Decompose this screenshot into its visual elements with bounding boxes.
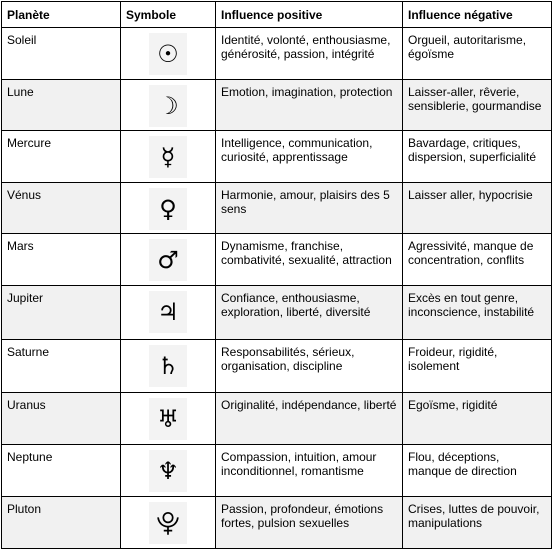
table-row <box>2 393 552 445</box>
mercury-symbol-icon: ☿ <box>149 136 187 178</box>
positive-influence: Confiance, enthousiasme, exploration, liberté, diversité <box>216 286 403 340</box>
positive-influence: Identité, volonté, enthousiasme, générosité, passion, intégrité <box>216 28 403 80</box>
table-row <box>2 183 552 234</box>
negative-influence: Excès en tout genre, inconscience, instabilité <box>403 286 552 340</box>
table-row <box>2 286 552 340</box>
jupiter-symbol-icon: ♃ <box>149 291 187 333</box>
planet-name: Mercure <box>2 131 121 183</box>
table-row <box>2 131 552 183</box>
planet-name: Jupiter <box>2 286 121 340</box>
text-cursor <box>551 289 552 307</box>
table-header-row <box>2 2 552 28</box>
positive-influence: Dynamisme, franchise, combativité, sexualité, attraction <box>216 234 403 286</box>
negative-influence: Froideur, rigidité, isolement <box>403 340 552 393</box>
negative-influence: Bavardage, critiques, dispersion, superficialité <box>403 131 552 183</box>
pluto-symbol-icon: ⯓ <box>149 502 187 544</box>
header-negative: Influence négative <box>403 2 552 28</box>
table-row <box>2 340 552 393</box>
negative-influence: Laisser aller, hypocrisie <box>403 183 552 234</box>
table-row <box>2 28 552 80</box>
positive-influence: Intelligence, communication, curiosité, apprentissage <box>216 131 403 183</box>
negative-influence: Egoïsme, rigidité <box>403 393 552 445</box>
saturn-symbol-icon: ♄ <box>149 345 187 387</box>
planet-name: Pluton <box>2 497 121 549</box>
table-row <box>2 80 552 131</box>
header-planet: Planète <box>2 2 121 28</box>
planet-influence-table <box>1 1 552 549</box>
moon-symbol-icon: ☽ <box>149 85 187 127</box>
planet-name: Neptune <box>2 445 121 497</box>
positive-influence: Passion, profondeur, émotions fortes, pulsion sexuelles <box>216 497 403 549</box>
negative-influence: Flou, déceptions, manque de direction <box>403 445 552 497</box>
positive-influence: Harmonie, amour, plaisirs des 5 sens <box>216 183 403 234</box>
table-row <box>2 497 552 549</box>
neptune-symbol-icon: ♆ <box>149 450 187 492</box>
positive-influence: Responsabilités, sérieux, organisation, discipline <box>216 340 403 393</box>
negative-influence: Orgueil, autoritarisme, égoïsme <box>403 28 552 80</box>
negative-influence: Agressivité, manque de concentration, conflits <box>403 234 552 286</box>
negative-influence: Crises, luttes de pouvoir, manipulations <box>403 497 552 549</box>
negative-influence: Laisser-aller, rêverie, sensiblerie, gourmandise <box>403 80 552 131</box>
header-positive: Influence positive <box>216 2 403 28</box>
mars-symbol-icon: ♂ <box>149 239 187 281</box>
planet-name: Saturne <box>2 340 121 393</box>
planet-name: Vénus <box>2 183 121 234</box>
table-row <box>2 445 552 497</box>
positive-influence: Originalité, indépendance, liberté <box>216 393 403 445</box>
planet-name: Mars <box>2 234 121 286</box>
venus-symbol-icon: ♀ <box>149 188 187 230</box>
positive-influence: Compassion, intuition, amour inconditionnel, romantisme <box>216 445 403 497</box>
header-symbol: Symbole <box>121 2 216 28</box>
sun-symbol-icon: ☉ <box>149 33 187 75</box>
planet-name: Uranus <box>2 393 121 445</box>
table-row <box>2 234 552 286</box>
uranus-symbol-icon: ♅ <box>149 398 187 440</box>
planet-name: Lune <box>2 80 121 131</box>
planet-name: Soleil <box>2 28 121 80</box>
positive-influence: Emotion, imagination, protection <box>216 80 403 131</box>
